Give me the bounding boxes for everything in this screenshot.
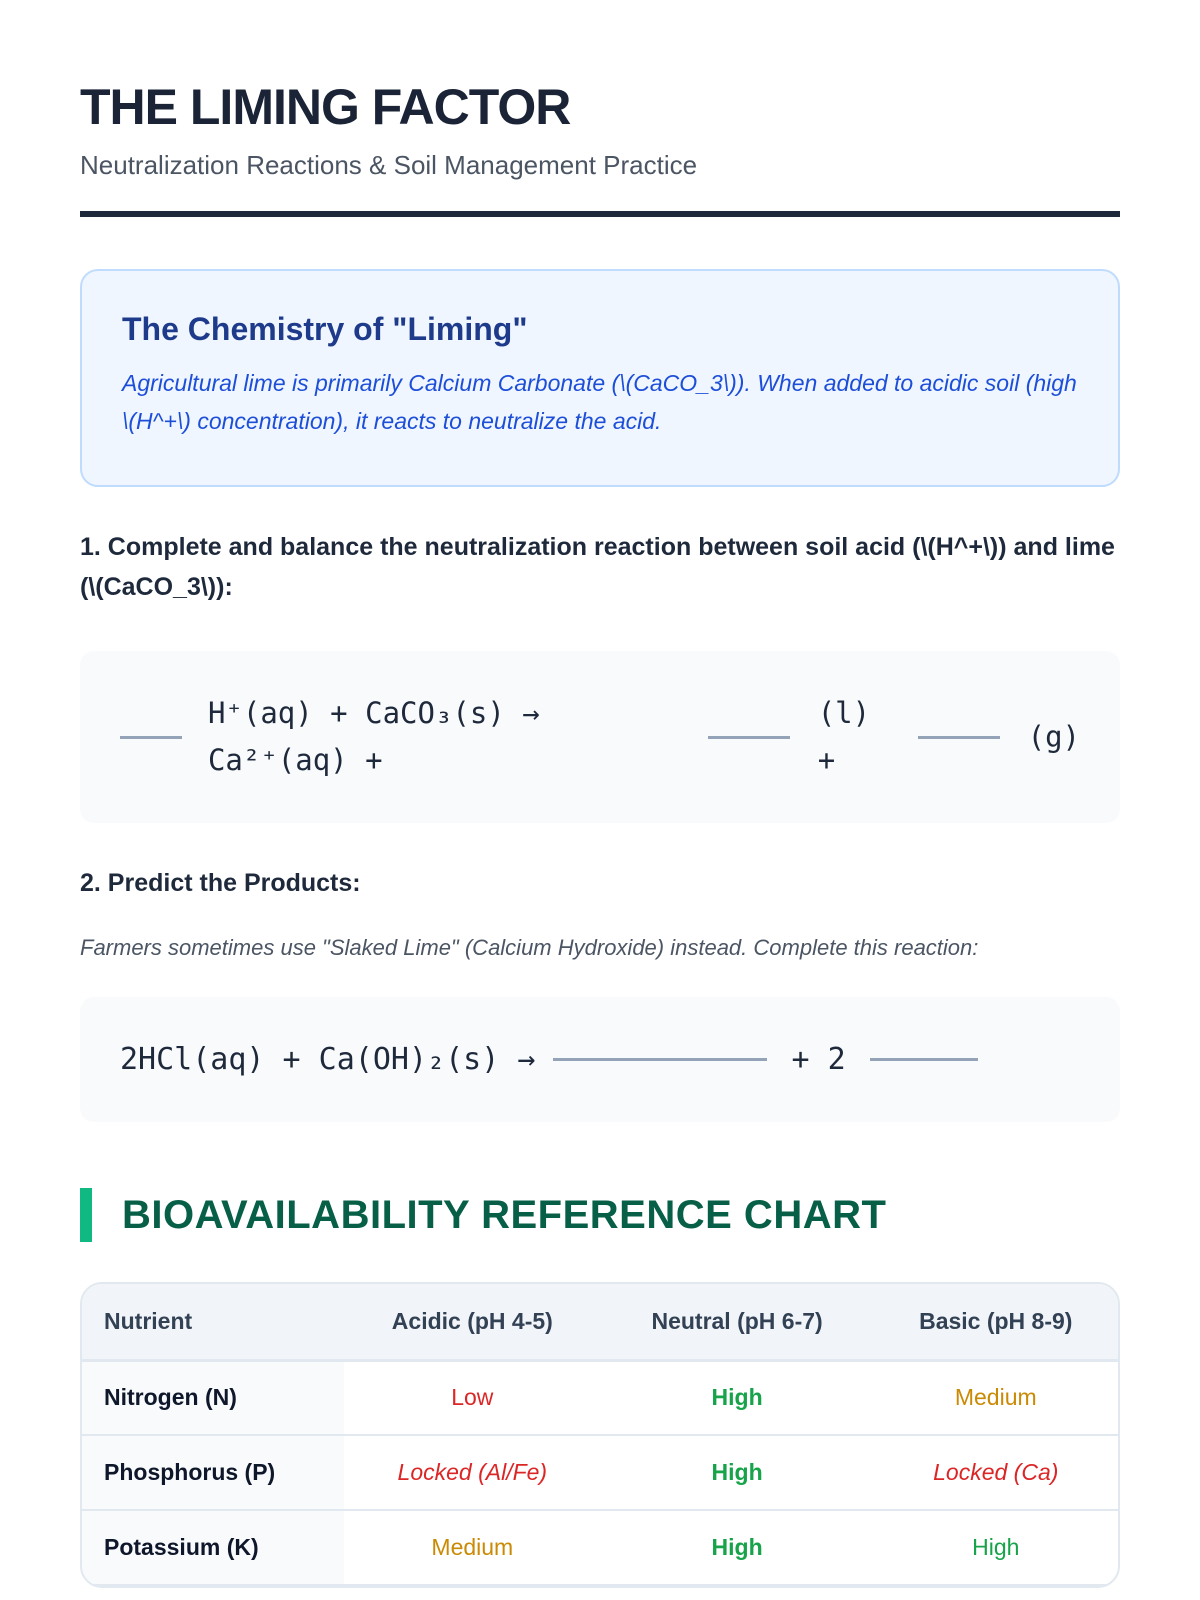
column-header: Neutral (pH 6-7) (601, 1284, 874, 1360)
equation-1-liquid-suffix: (l) + (817, 696, 871, 777)
section-title: BIOAVAILABILITY REFERENCE CHART (122, 1192, 887, 1237)
column-header: Nutrient (82, 1284, 344, 1360)
page-subtitle: Neutralization Reactions & Soil Management Practice (80, 150, 698, 180)
availability-cell: Locked (Al/Fe) (344, 1435, 601, 1510)
equation-1-gas-suffix: (g) (1027, 719, 1080, 754)
availability-cell: Medium (344, 1510, 601, 1585)
availability-cell: Low (344, 1360, 601, 1435)
equation-1 (80, 651, 1120, 823)
availability-cell: High (601, 1435, 874, 1510)
intro-text: Agricultural lime is primarily Calcium Carbonate (\(CaCO_3\)). When added to acidic soil (high \(H^+\) concentration), it reacts to neutralize the acid. (122, 370, 1077, 434)
availability-cell: Locked (Ca) (874, 1435, 1118, 1510)
answer-blank-water[interactable] (870, 1058, 978, 1061)
question-2-note: Farmers sometimes use "Slaked Lime" (Calcium Hydroxide) instead. Complete this reaction: (80, 935, 979, 960)
answer-blank-salt[interactable] (553, 1058, 767, 1061)
header-divider (80, 211, 1120, 217)
intro-callout (80, 269, 1120, 487)
table-header-row (82, 1284, 1118, 1360)
answer-blank-product-gas[interactable] (918, 736, 1000, 739)
table-row (82, 1435, 1118, 1510)
page-title: THE LIMING FACTOR (80, 79, 571, 135)
availability-cell: High (601, 1510, 874, 1585)
table-row (82, 1360, 1118, 1435)
availability-cell: Medium (874, 1360, 1118, 1435)
section-heading (80, 1188, 1120, 1242)
availability-cell: High (601, 1360, 874, 1435)
equation-2-reactants: 2HCl(aq) + Ca(OH)₂(s) → (120, 1042, 554, 1077)
question-1-prompt: 1. Complete and balance the neutralization reaction between soil acid (\(H^+\)) and lime (\(CaCO_3\)): (80, 533, 1115, 601)
nutrient-name: Potassium (K) (82, 1510, 344, 1585)
table-row (82, 1510, 1118, 1585)
question-2-prompt: 2. Predict the Products: (80, 869, 361, 897)
bioavailability-table (80, 1282, 1120, 1588)
answer-blank-coefficient[interactable] (120, 736, 182, 739)
equation-2-plus-coefficient: + 2 (773, 1042, 864, 1077)
column-header: Acidic (pH 4-5) (344, 1284, 601, 1360)
intro-title: The Chemistry of "Liming" (122, 311, 528, 347)
answer-blank-product-liquid[interactable] (708, 736, 790, 739)
equation-2 (80, 997, 1120, 1122)
column-header: Basic (pH 8-9) (874, 1284, 1118, 1360)
availability-cell: High (874, 1510, 1118, 1585)
nutrient-name: Phosphorus (P) (82, 1435, 344, 1510)
nutrient-name: Nitrogen (N) (82, 1360, 344, 1435)
page-header (80, 0, 1120, 217)
equation-1-reactants: H⁺(aq) + CaCO₃(s) → Ca²⁺(aq) + (207, 696, 540, 777)
section-accent-bar (80, 1188, 92, 1242)
